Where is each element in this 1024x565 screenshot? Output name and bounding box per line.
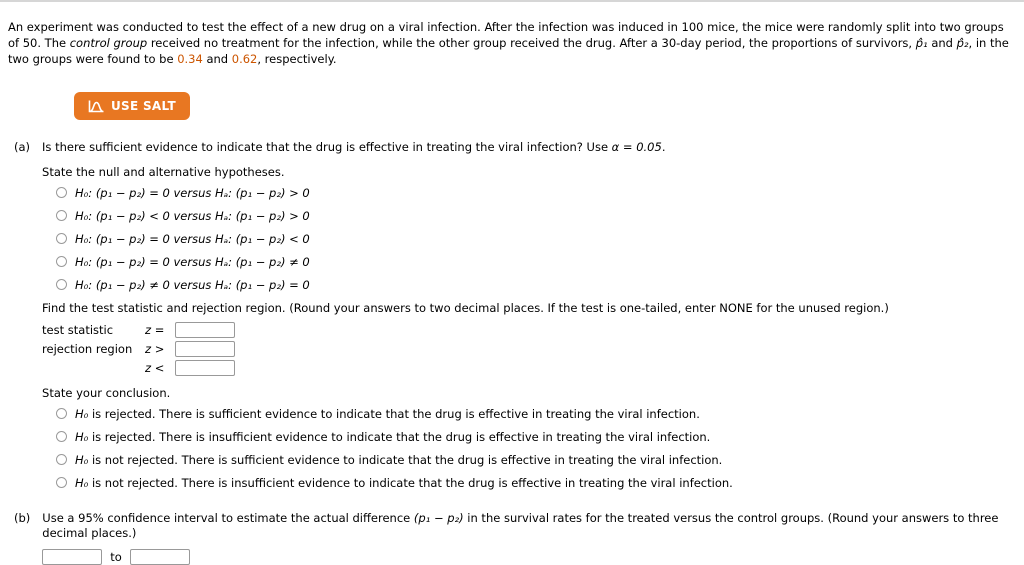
find-statistic-prompt: Find the test statistic and rejection region. (Round your answers to two decimal places. If the test is one-tailed, enter NONE for the unused region.) xyxy=(42,301,889,315)
intro-text-1: An experiment was conducted to test the effect of a new drug on a viral infection. After the infection was induced in 100 mice, the mice were randomly split into two groups of 50. The xyxy=(8,19,1004,50)
rejection-region-lt-input[interactable] xyxy=(175,360,235,376)
h0-symbol: H₀ xyxy=(75,407,89,421)
conclusion-option xyxy=(56,430,1024,445)
salt-chart-icon xyxy=(88,100,104,113)
p1-hat-symbol: p̂₁ xyxy=(915,35,928,50)
part-b-label: (b) xyxy=(14,511,31,525)
proportion-value-1: 0.34 xyxy=(177,51,203,66)
ci-lower-input[interactable] xyxy=(42,549,102,565)
part-a-label: (a) xyxy=(14,140,31,154)
test-statistic-input[interactable] xyxy=(175,322,235,338)
stat-row-operator: z > xyxy=(145,341,165,356)
rejection-region-gt-row xyxy=(42,341,1024,357)
part-b-section xyxy=(0,511,1024,565)
use-salt-button[interactable] xyxy=(74,92,190,120)
hypothesis-options-group xyxy=(42,186,1024,293)
intro-text-4: , in the two groups were found to be xyxy=(8,35,1009,66)
hypothesis-option-text: H₀: (p₁ − p₂) = 0 versus Hₐ: (p₁ − p₂) ≠ 0 xyxy=(75,255,310,269)
statistic-entry-table xyxy=(42,322,1024,376)
conclusion-option-text xyxy=(75,407,700,422)
hypotheses-prompt: State the null and alternative hypotheses. xyxy=(42,165,285,179)
control-group-term: control group xyxy=(69,35,148,50)
proportion-value-2: 0.62 xyxy=(231,51,258,66)
conclusion-text: is rejected. There is sufficient evidence to indicate that the drug is effective in treating the viral infection. xyxy=(88,407,700,421)
ci-upper-input[interactable] xyxy=(130,549,190,565)
hypothesis-option-text: H₀: (p₁ − p₂) < 0 versus Hₐ: (p₁ − p₂) > 0 xyxy=(75,209,310,223)
conclusion-option xyxy=(56,453,1024,468)
part-b-question-text-2: in the survival rates for the treated versus the control groups. (Round your answers to three decimal places.) xyxy=(42,511,999,540)
conclusion-prompt: State your conclusion. xyxy=(42,386,171,400)
conclusion-option-text xyxy=(75,453,722,468)
part-a-question-text: Is there sufficient evidence to indicate that the drug is effective in treating the viral infection? Use xyxy=(42,140,612,154)
hypothesis-radio-3[interactable] xyxy=(56,233,67,244)
stat-row-operator: z < xyxy=(145,360,165,375)
intro-text-3: and xyxy=(927,35,957,50)
conclusion-radio-3[interactable] xyxy=(56,454,67,465)
part-a-question-period: . xyxy=(661,140,666,154)
p2-hat-symbol: p̂₂ xyxy=(956,35,969,50)
intro-text-5: and xyxy=(202,51,232,66)
conclusion-options-group xyxy=(42,407,1024,491)
conclusion-text: is rejected. There is insufficient evidence to indicate that the drug is effective in treating the viral infection. xyxy=(88,430,711,444)
hypothesis-radio-4[interactable] xyxy=(56,256,67,267)
stat-row-label: test statistic xyxy=(42,322,114,337)
conclusion-radio-1[interactable] xyxy=(56,408,67,419)
hypothesis-option-text: H₀: (p₁ − p₂) = 0 versus Hₐ: (p₁ − p₂) > 0 xyxy=(75,186,310,200)
conclusion-radio-4[interactable] xyxy=(56,477,67,488)
hypothesis-option-text: H₀: (p₁ − p₂) = 0 versus Hₐ: (p₁ − p₂) < 0 xyxy=(75,232,310,246)
to-label: to xyxy=(110,549,122,564)
problem-statement xyxy=(0,14,1024,67)
conclusion-radio-2[interactable] xyxy=(56,431,67,442)
rejection-region-lt-row xyxy=(42,360,1024,376)
part-a-question xyxy=(42,140,1024,155)
part-a-section xyxy=(0,140,1024,499)
hypothesis-radio-2[interactable] xyxy=(56,210,67,221)
hypothesis-option xyxy=(56,232,1024,247)
hypothesis-option xyxy=(56,209,1024,224)
confidence-interval-row xyxy=(42,549,1024,565)
conclusion-option xyxy=(56,476,1024,491)
hypothesis-option xyxy=(56,255,1024,270)
top-divider xyxy=(0,0,1024,2)
hypothesis-option xyxy=(56,278,1024,293)
h0-symbol: H₀ xyxy=(75,430,89,444)
alpha-level: α = 0.05 xyxy=(611,140,662,154)
difference-expression: (p₁ − p₂) xyxy=(413,511,464,525)
rejection-region-gt-input[interactable] xyxy=(175,341,235,357)
use-salt-label: USE SALT xyxy=(111,99,176,113)
hypothesis-option-text: H₀: (p₁ − p₂) ≠ 0 versus Hₐ: (p₁ − p₂) = 0 xyxy=(75,278,310,292)
hypothesis-option xyxy=(56,186,1024,201)
hypothesis-radio-1[interactable] xyxy=(56,187,67,198)
h0-symbol: H₀ xyxy=(75,453,89,467)
stat-row-label: rejection region xyxy=(42,341,133,356)
intro-text-6: , respectively. xyxy=(257,51,337,66)
conclusion-option-text xyxy=(75,476,733,491)
part-b-question-text-1: Use a 95% confidence interval to estimate the actual difference xyxy=(42,511,414,525)
hypothesis-radio-5[interactable] xyxy=(56,279,67,290)
intro-text-2: received no treatment for the infection, while the other group received the drug. After a 30-day period, the proportions of survivors, xyxy=(147,35,916,50)
conclusion-text: is not rejected. There is insufficient evidence to indicate that the drug is effective in treating the viral infection. xyxy=(88,476,733,490)
conclusion-text: is not rejected. There is sufficient evidence to indicate that the drug is effective in treating the viral infection. xyxy=(88,453,723,467)
h0-symbol: H₀ xyxy=(75,476,89,490)
test-statistic-row xyxy=(42,322,1024,338)
part-b-question xyxy=(42,511,1024,541)
stat-row-operator: z = xyxy=(145,322,165,337)
conclusion-option-text xyxy=(75,430,710,445)
conclusion-option xyxy=(56,407,1024,422)
